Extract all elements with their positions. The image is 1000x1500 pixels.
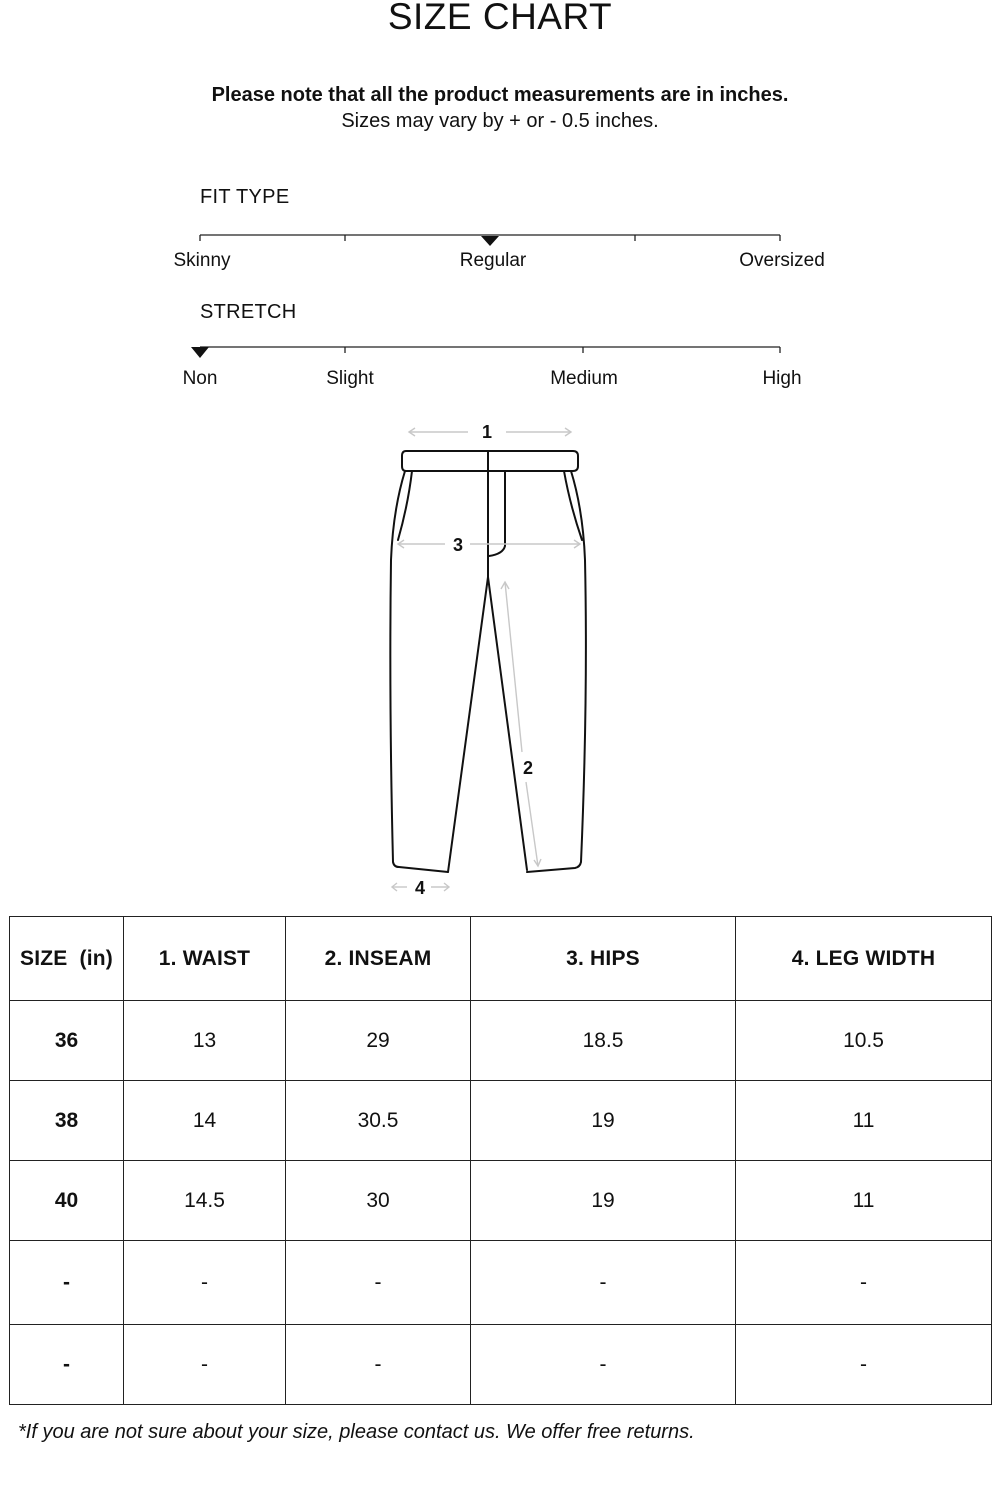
cell-leg-width: 11 <box>736 1081 992 1161</box>
table-row <box>10 1081 992 1161</box>
table-row <box>10 1001 992 1081</box>
cell-size: 36 <box>10 1001 124 1081</box>
marker-hips: 3 <box>452 535 464 555</box>
measurement-note: Please note that all the product measurements are in inches. <box>211 84 789 106</box>
cell-size: - <box>10 1325 124 1405</box>
returns-note: *If you are not sure about your size, please contact us. We offer free returns. <box>18 1421 695 1443</box>
cell-waist: 14.5 <box>124 1161 286 1241</box>
header-size: SIZE (in) <box>10 917 124 1001</box>
cell-inseam: 29 <box>286 1001 471 1081</box>
marker-inseam: 2 <box>522 758 534 778</box>
stretch-label-non: Non <box>182 368 218 389</box>
fit-type-label-skinny: Skinny <box>173 250 231 271</box>
marker-waist: 1 <box>481 422 493 442</box>
cell-size: 38 <box>10 1081 124 1161</box>
cell-hips: 18.5 <box>471 1001 736 1081</box>
trousers-outline <box>390 451 586 872</box>
cell-hips: 19 <box>471 1081 736 1161</box>
table-row <box>10 1325 992 1405</box>
measurement-arrows <box>392 428 580 891</box>
cell-waist: - <box>124 1241 286 1325</box>
stretch-title: STRETCH <box>200 301 297 323</box>
cell-hips: - <box>471 1325 736 1405</box>
stretch-scale <box>200 347 780 353</box>
cell-leg-width: 10.5 <box>736 1001 992 1081</box>
cell-hips: - <box>471 1241 736 1325</box>
table-row <box>10 1241 992 1325</box>
header-leg-width: 4. LEG WIDTH <box>736 917 992 1001</box>
page-title: SIZE CHART <box>387 0 613 37</box>
tolerance-note: Sizes may vary by + or - 0.5 inches. <box>341 110 659 132</box>
cell-waist: 14 <box>124 1081 286 1161</box>
header-inseam: 2. INSEAM <box>286 917 471 1001</box>
table-header-row <box>10 917 992 1001</box>
stretch-label-slight: Slight <box>326 368 374 389</box>
cell-hips: 19 <box>471 1161 736 1241</box>
cell-size: - <box>10 1241 124 1325</box>
stretch-label-high: High <box>762 368 802 389</box>
cell-inseam: 30.5 <box>286 1081 471 1161</box>
cell-inseam: - <box>286 1241 471 1325</box>
marker-leg-width: 4 <box>414 878 426 898</box>
cell-waist: - <box>124 1325 286 1405</box>
fit-type-selected-marker <box>481 236 499 246</box>
cell-size: 40 <box>10 1161 124 1241</box>
fit-type-title: FIT TYPE <box>200 186 290 208</box>
table-row <box>10 1161 992 1241</box>
stretch-selected-marker <box>191 347 209 358</box>
size-table <box>9 916 992 1405</box>
cell-inseam: - <box>286 1325 471 1405</box>
header-hips: 3. HIPS <box>471 917 736 1001</box>
cell-leg-width: 11 <box>736 1161 992 1241</box>
fit-type-label-oversized: Oversized <box>739 250 825 271</box>
cell-waist: 13 <box>124 1001 286 1081</box>
cell-inseam: 30 <box>286 1161 471 1241</box>
fit-type-label-regular: Regular <box>459 250 527 271</box>
stretch-label-medium: Medium <box>550 368 618 389</box>
cell-leg-width: - <box>736 1325 992 1405</box>
header-waist: 1. WAIST <box>124 917 286 1001</box>
cell-leg-width: - <box>736 1241 992 1325</box>
